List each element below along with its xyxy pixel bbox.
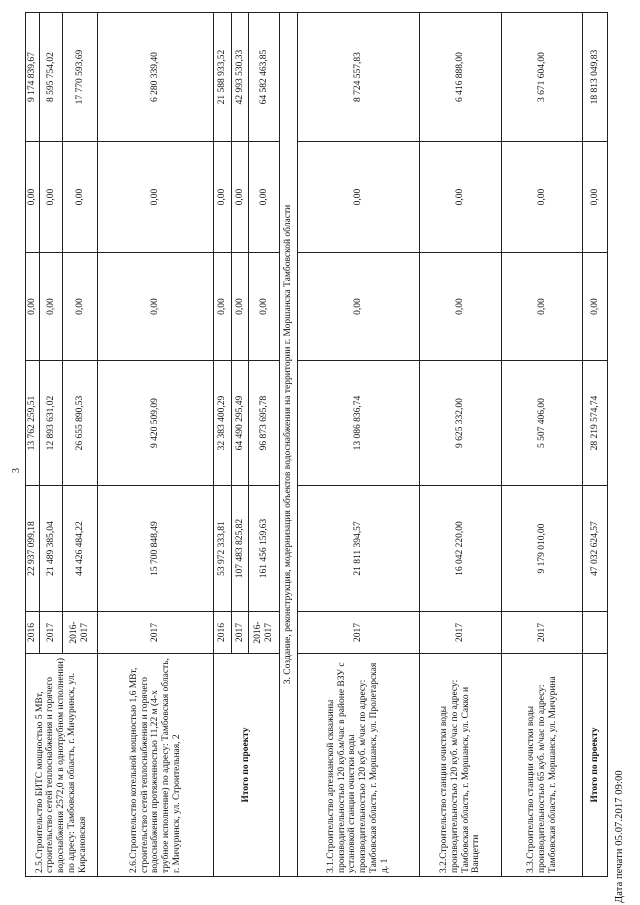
cell-col2: 9 625 332,00 [419, 361, 502, 486]
table-row [502, 13, 583, 877]
cell-col3: 0,00 [419, 253, 502, 361]
cell-col3: 0,00 [502, 253, 583, 361]
row-year: 2017 [98, 612, 214, 654]
cell-total: 21 811 394,57 [297, 486, 419, 612]
cell-total: 9 179 010,00 [502, 486, 583, 612]
cell-col5: 3 671 604,00 [502, 13, 583, 142]
cell-col2: 64 490 295,49 [231, 361, 249, 486]
table-row [297, 13, 419, 877]
page-number: 3 [11, 468, 22, 473]
cell-col4: 0,00 [214, 142, 232, 253]
row-year: 2017 [40, 612, 63, 654]
cell-col5: 6 416 888,00 [419, 13, 502, 142]
total-label: Итого по проекту [583, 654, 608, 877]
cell-col4: 0,00 [297, 142, 419, 253]
cell-col5: 17 770 593,69 [63, 13, 98, 142]
cell-col4: 0,00 [419, 142, 502, 253]
cell-col5: 8 595 754,02 [40, 13, 63, 142]
print-date-footer: Дата печати 05.07.2017 09:00 [614, 770, 625, 903]
cell-col4: 0,00 [583, 142, 608, 253]
table-row [98, 13, 214, 877]
table-row [583, 13, 608, 877]
cell-col2: 13 762 259,51 [26, 361, 40, 486]
table-row [26, 13, 40, 877]
cell-col4: 0,00 [40, 142, 63, 253]
cell-col3: 0,00 [214, 253, 232, 361]
cell-col3: 0,00 [26, 253, 40, 361]
cell-col4: 0,00 [249, 142, 280, 253]
row-year: 2017 [502, 612, 583, 654]
table-row [214, 13, 232, 877]
total-label: Итого по проекту [214, 654, 280, 877]
cell-col2: 96 873 695,78 [249, 361, 280, 486]
row-description: 2.6.Строительство котельной мощностью 1,6 МВт, строительство сетей теплоснабжения и горячего водоснабжения протяженностью 11,22 м (4-х трубное исполнение) по адресу: Тамбовская область, г. Мичуринск, ул. Строительная, 2 [98, 654, 214, 877]
cell-col5: 9 174 839,67 [26, 13, 40, 142]
cell-total: 44 426 484,22 [63, 486, 98, 612]
cell-col5: 42 993 530,33 [231, 13, 249, 142]
cell-total: 47 032 624,57 [583, 486, 608, 612]
cell-total: 22 937 099,18 [26, 486, 40, 612]
cell-col2: 9 420 509,09 [98, 361, 214, 486]
cell-total: 16 042 220,00 [419, 486, 502, 612]
row-description: 3.1.Строительство артезианской скважины производительностью 120 куб.м/час в районе ВЗУ с установкой станции очистки воды производительностью 120 куб. м/час по адресу: Тамбовская область, г. Моршанск, ул. Пролетарская д. 1 [297, 654, 419, 877]
cell-col5: 6 280 339,40 [98, 13, 214, 142]
cell-total: 161 456 159,63 [249, 486, 280, 612]
cell-col3: 0,00 [297, 253, 419, 361]
cell-col2: 28 219 574,74 [583, 361, 608, 486]
row-year: 2016-2017 [63, 612, 98, 654]
cell-col4: 0,00 [26, 142, 40, 253]
cell-col2: 12 893 631,02 [40, 361, 63, 486]
cell-col4: 0,00 [231, 142, 249, 253]
row-year: 2017 [419, 612, 502, 654]
cell-col4: 0,00 [502, 142, 583, 253]
row-year: 2017 [297, 612, 419, 654]
cell-col2: 32 383 400,29 [214, 361, 232, 486]
row-year: 2017 [231, 612, 249, 654]
cell-col2: 5 507 406,00 [502, 361, 583, 486]
section-heading: 3. Создание, реконструкция, модернизация объектов водоснабжения на территории г. Моршанска Тамбовской области [280, 13, 298, 877]
row-year: 2016-2017 [249, 612, 280, 654]
cell-col4: 0,00 [63, 142, 98, 253]
cell-col5: 18 813 049,83 [583, 13, 608, 142]
cell-col3: 0,00 [63, 253, 98, 361]
cell-total: 21 489 385,04 [40, 486, 63, 612]
financing-table [25, 12, 608, 877]
row-year: 2016 [26, 612, 40, 654]
cell-col2: 26 655 890,53 [63, 361, 98, 486]
row-description: 3.3.Строительство станции очистки воды производительностью 65 куб. м/час по адресу: Тамбовская область, г. Моршанск, ул. Мичурина [502, 654, 583, 877]
cell-col5: 8 724 557,83 [297, 13, 419, 142]
cell-col3: 0,00 [40, 253, 63, 361]
cell-total: 53 972 333,81 [214, 486, 232, 612]
cell-col5: 64 582 463,85 [249, 13, 280, 142]
cell-total: 15 700 848,49 [98, 486, 214, 612]
table-row [280, 13, 298, 877]
cell-col3: 0,00 [249, 253, 280, 361]
row-year [583, 612, 608, 654]
cell-col3: 0,00 [98, 253, 214, 361]
table-row [419, 13, 502, 877]
cell-col3: 0,00 [231, 253, 249, 361]
row-year: 2016 [214, 612, 232, 654]
row-description: 2.5.Строительство БИТС мощностью 5 МВт, строительство сетей теплоснабжения и горячего водоснабжения 2572,0 м в однотрубном исполнении) по адресу: Тамбовская область, г. Мичуринск, ул. Кирсановская [26, 654, 98, 877]
cell-col2: 13 086 836,74 [297, 361, 419, 486]
cell-total: 107 483 825,82 [231, 486, 249, 612]
row-description: 3.2.Строительство станции очистки воды производительностью 120 куб. м/час по адресу: Тамбовская область, г. Моршанск, ул. Сакко и Ванцетти [419, 654, 502, 877]
cell-col3: 0,00 [583, 253, 608, 361]
cell-col5: 21 588 933,52 [214, 13, 232, 142]
cell-col4: 0,00 [98, 142, 214, 253]
